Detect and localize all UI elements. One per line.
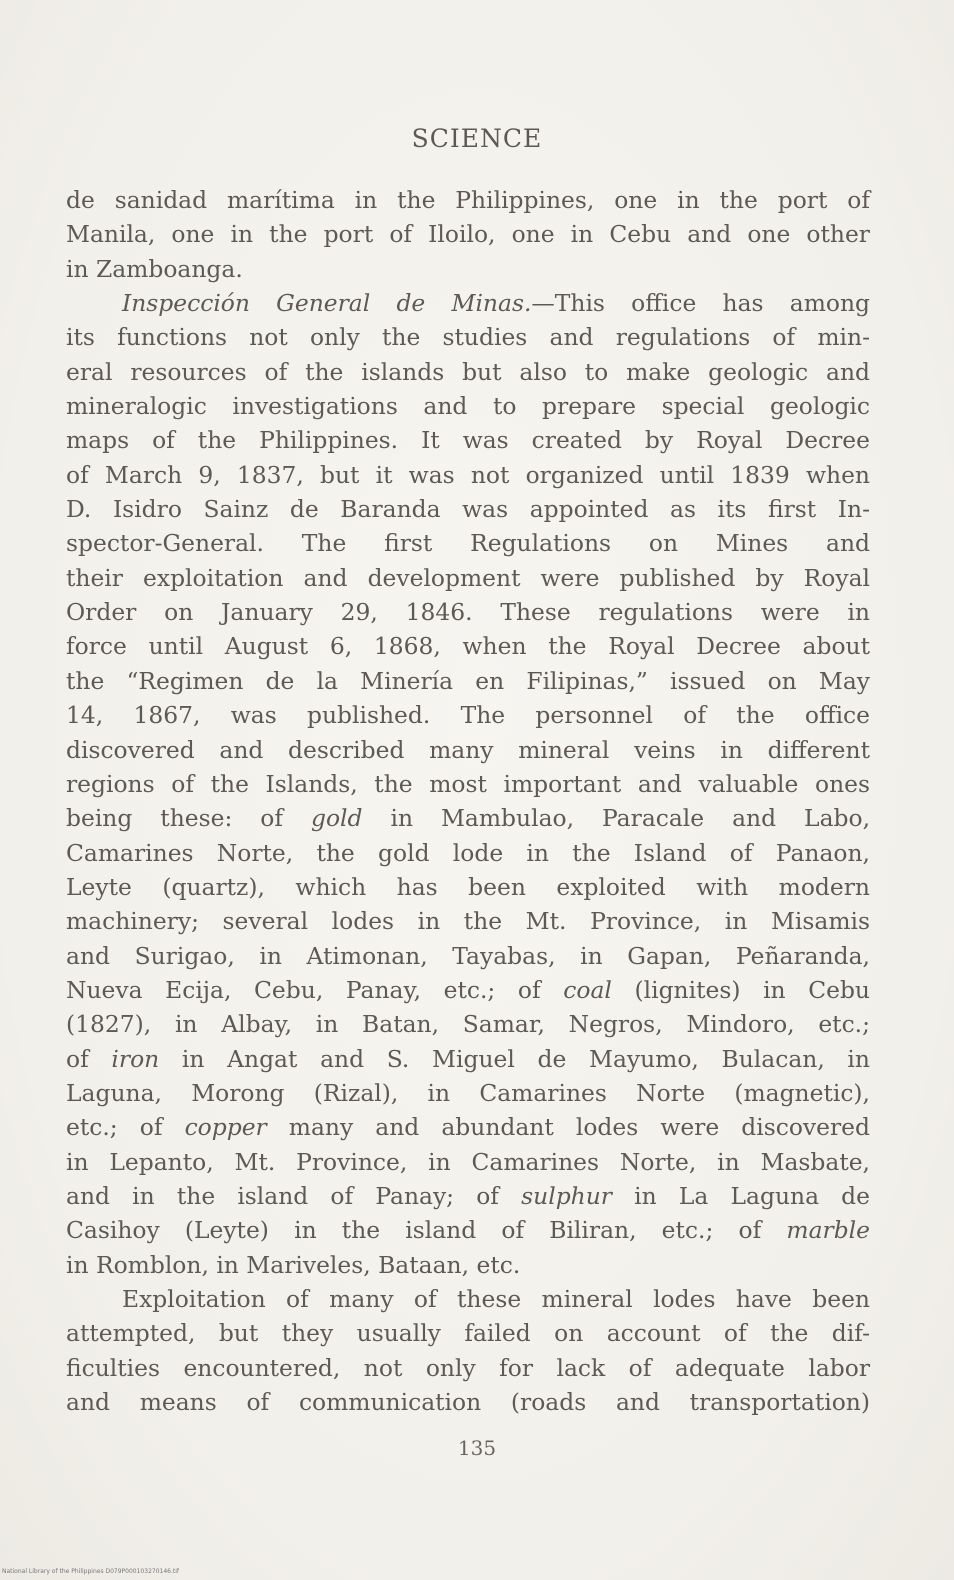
text-line: Order on January 29, 1846. These regulations were in [66, 598, 870, 627]
text-line: Exploitation of many of these mineral lodes have been [122, 1285, 870, 1313]
mineral-term: marble [786, 1216, 870, 1245]
page-number: 135 [457, 1436, 497, 1460]
text-line: Leyte (quartz), which has been exploited with modern [66, 872, 870, 901]
body-text [66, 183, 870, 1419]
mineral-term: gold [311, 804, 363, 833]
text-line: de sanidad marítima in the Philippines, one in the port of [66, 186, 870, 214]
scan-credit: National Library of the Philippines D079P000103270146.tif [2, 1568, 180, 1575]
text-line: Camarines Norte, the gold lode in the Island of Panaon, [66, 838, 870, 867]
text-line: (1827), in Albay, in Batan, Samar, Negros, Mindoro, etc.; [66, 1010, 870, 1039]
text-line: their exploitation and development were published by Royal [66, 563, 870, 592]
text-line: Manila, one in the port of Iloilo, one in Cebu and one other [66, 220, 870, 249]
text-line: spector-General. The first Regulations on Mines and [66, 529, 870, 558]
running-head: SCIENCE [411, 124, 543, 153]
text-line: and means of communication (roads and transportation) [66, 1388, 870, 1417]
text-line: ficulties encountered, not only for lack of adequate labor [66, 1353, 870, 1382]
text-line: in Lepanto, Mt. Province, in Camarines Norte, in Masbate, [66, 1147, 870, 1176]
text-line: and Surigao, in Atimonan, Tayabas, in Gapan, Peñaranda, [66, 941, 870, 970]
text-line: attempted, but they usually failed on account of the dif- [66, 1319, 870, 1348]
text-line: discovered and described many mineral veins in different [66, 735, 870, 764]
text-line: Casihoy (Leyte) in the island of Biliran, etc.; of marble [66, 1216, 870, 1245]
text-line: being these: of gold in Mambulao, Paracale and Labo, [66, 804, 871, 833]
text-line: of iron in Angat and S. Miguel de Mayumo, Bulacan, in [66, 1044, 870, 1073]
text-line: Laguna, Morong (Rizal), in Camarines Norte (magnetic), [66, 1078, 870, 1107]
text-line: maps of the Philippines. It was created by Royal Decree [66, 426, 870, 455]
mineral-term: coal [563, 975, 612, 1004]
mineral-term: copper [184, 1113, 267, 1142]
text-line: force until August 6, 1868, when the Royal Decree about [66, 632, 870, 661]
text-line: the “Regimen de la Minería en Filipinas,” issued on May [66, 666, 870, 695]
text-line: in Zamboanga. [66, 254, 243, 283]
text-line: Inspección General de Minas.—This office has among [122, 289, 871, 318]
text-line: machinery; several lodes in the Mt. Province, in Misamis [66, 907, 870, 936]
text-line: eral resources of the islands but also to make geologic and [66, 357, 870, 386]
section-heading: Inspección General de Minas. [122, 289, 532, 318]
text-line: regions of the Islands, the most important and valuable ones [66, 769, 870, 798]
text-line: its functions not only the studies and regulations of min- [66, 323, 870, 352]
text-line: and in the island of Panay; of sulphur in La Laguna de [66, 1181, 870, 1210]
text-line: of March 9, 1837, but it was not organized until 1839 when [66, 460, 870, 489]
mineral-term: iron [111, 1044, 160, 1073]
text-line: in Romblon, in Mariveles, Bataan, etc. [66, 1250, 521, 1279]
text-line: mineralogic investigations and to prepare special geologic [66, 392, 870, 421]
text-line: D. Isidro Sainz de Baranda was appointed as its first In- [66, 495, 870, 524]
text-line: 14, 1867, was published. The personnel of the office [66, 701, 870, 730]
mineral-term: sulphur [521, 1181, 612, 1210]
text-line: Nueva Ecija, Cebu, Panay, etc.; of coal (lignites) in Cebu [66, 975, 870, 1004]
text-line: etc.; of copper many and abundant lodes were discovered [66, 1113, 870, 1142]
